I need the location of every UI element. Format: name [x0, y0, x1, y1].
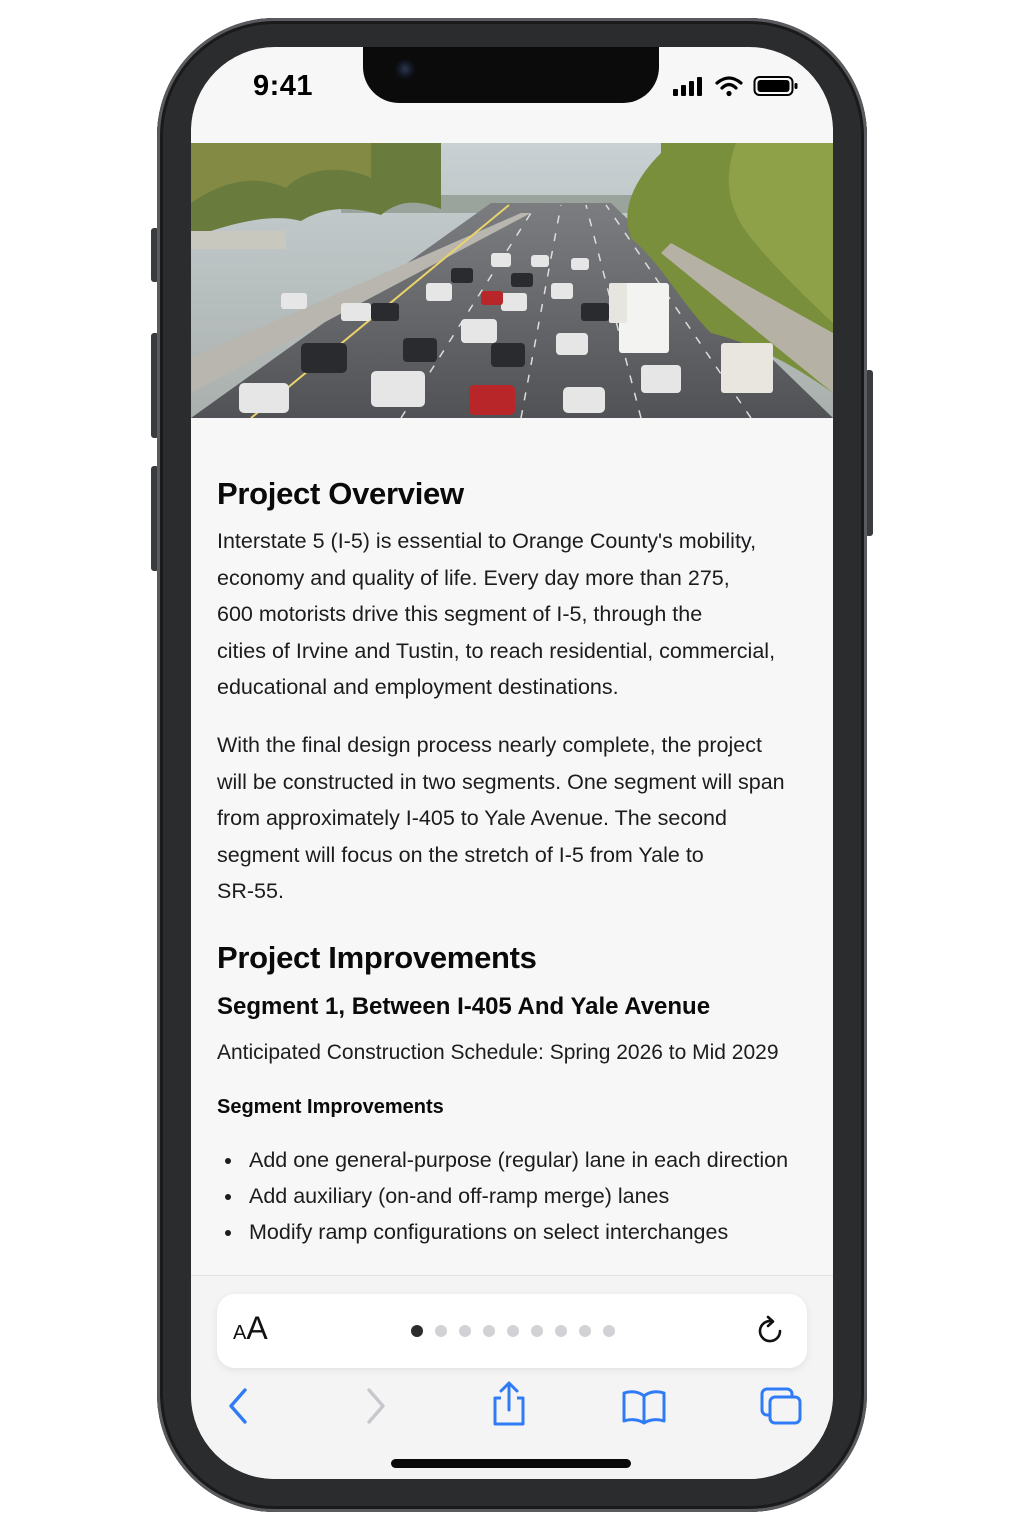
reload-icon[interactable]	[753, 1314, 787, 1348]
improvements-list	[217, 1142, 823, 1250]
text-size-large-a: A	[246, 1310, 268, 1346]
forward-icon[interactable]	[361, 1386, 391, 1426]
page-dot	[603, 1325, 615, 1337]
address-bar[interactable]	[217, 1294, 807, 1368]
construction-schedule: Anticipated Construction Schedule: Spring 2026 to Mid 2029	[217, 1041, 779, 1064]
text-size-small-a: A	[233, 1322, 247, 1344]
cellular-signal-icon	[673, 76, 705, 96]
page-dot	[507, 1325, 519, 1337]
share-icon[interactable]	[489, 1380, 529, 1428]
article-content	[191, 418, 833, 1278]
page-dot	[579, 1325, 591, 1337]
page-dot	[555, 1325, 567, 1337]
notch	[363, 47, 659, 103]
tabs-icon[interactable]	[759, 1386, 803, 1426]
page-indicator-dots	[411, 1325, 615, 1337]
wifi-icon	[715, 75, 743, 97]
segment-improvements-heading: Segment Improvements	[217, 1096, 444, 1118]
text-size-button[interactable]	[233, 1312, 268, 1345]
status-icons	[673, 75, 799, 97]
back-icon[interactable]	[223, 1386, 253, 1426]
bookmarks-icon[interactable]	[621, 1388, 667, 1426]
overview-paragraph-1: Interstate 5 (I-5) is essential to Orange County's mobility, economy and quality of life. Every day more than 275, 600 motorists drive this segment of I-5, through the cities of Irvine and Tustin, to reach residential, commercial, educational and employment destinations.	[217, 529, 776, 699]
front-camera	[395, 59, 415, 79]
overview-heading: Project Overview	[217, 476, 464, 511]
freeway-traffic-illustration	[191, 143, 833, 418]
overview-paragraph-2: With the final design process nearly complete, the project will be constructed in two segments. One segment will span from approximately I-405 to Yale Avenue. The second segment will focus on the stretch of I-5 from Yale to SR-55.	[217, 733, 785, 903]
segment-title: Segment 1, Between I-405 And Yale Avenue	[217, 993, 711, 1020]
page-dot	[411, 1325, 423, 1337]
battery-icon	[753, 75, 799, 97]
list-item: Add auxiliary (on-and off-ramp merge) lanes	[217, 1178, 823, 1214]
phone-screen	[191, 47, 833, 1479]
home-indicator	[391, 1459, 631, 1468]
list-item: Add one general-purpose (regular) lane in each direction	[217, 1142, 823, 1178]
improvements-heading: Project Improvements	[217, 940, 537, 975]
browser-toolbar	[191, 1275, 833, 1479]
status-time: 9:41	[253, 70, 314, 102]
hero-image	[191, 143, 833, 418]
page-dot	[435, 1325, 447, 1337]
page-dot	[459, 1325, 471, 1337]
page-dot	[483, 1325, 495, 1337]
list-item: Modify ramp configurations on select interchanges	[217, 1214, 823, 1250]
page-dot	[531, 1325, 543, 1337]
